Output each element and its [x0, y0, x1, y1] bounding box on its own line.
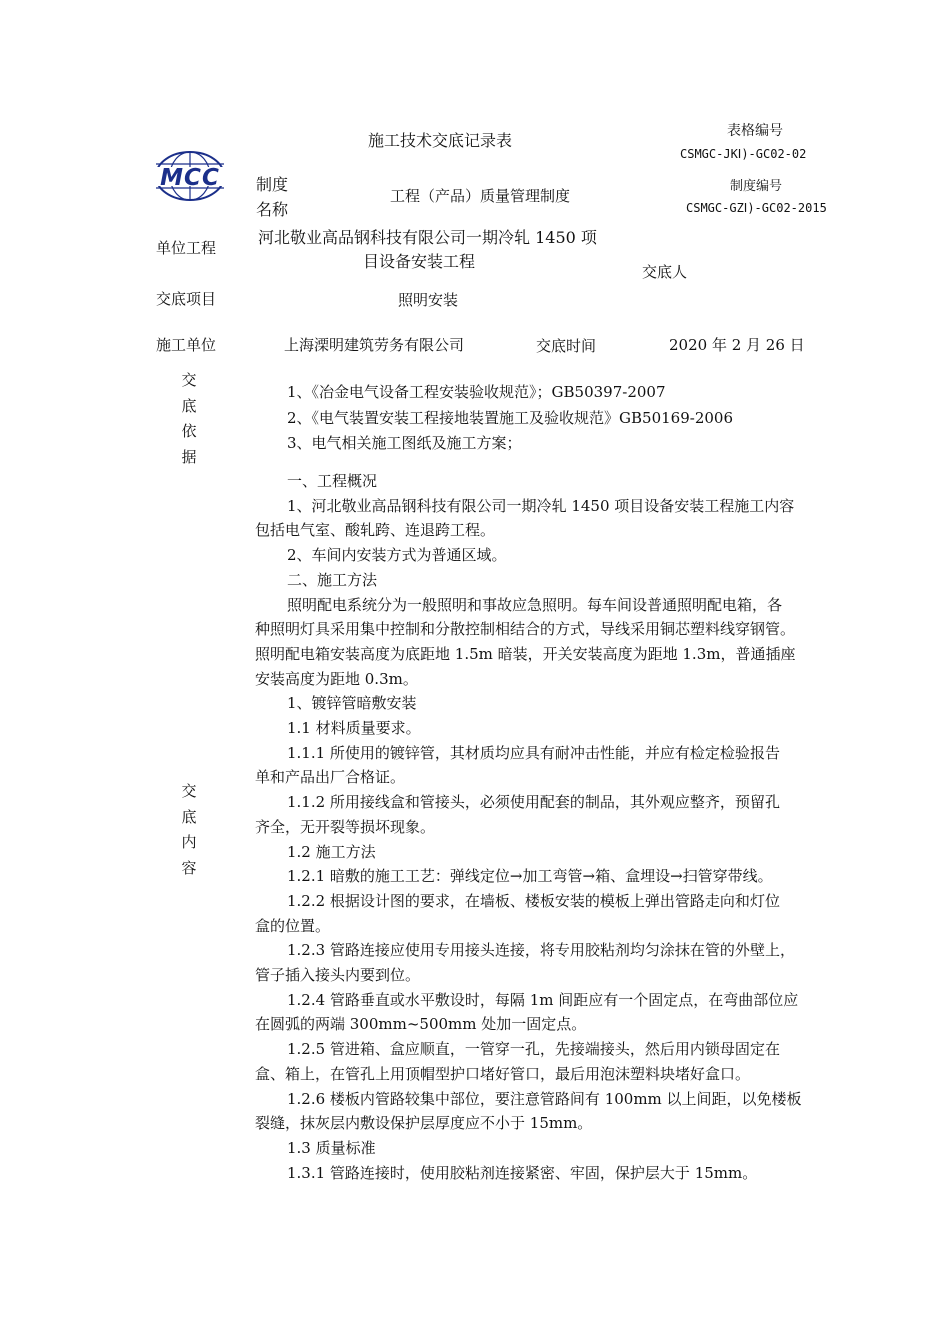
- system-no-label: 制度编号: [730, 179, 783, 194]
- content-line: 1、河北敬业高品钢科技有限公司一期冷轧 1450 项目设备安装工程施工内容: [287, 496, 795, 515]
- content-line: 在圆弧的两端 300mm~500mm 处加一固定点。: [255, 1015, 587, 1034]
- content-label-char: 交: [181, 782, 197, 800]
- content-label-char: 内: [181, 833, 197, 851]
- content-line: 包括电气室、酸轧跨、连退跨工程。: [255, 521, 496, 540]
- content-line: 盒、箱上，在管孔上用顶帽型护口堵好管口，最后用泡沫塑料块堵好盒口。: [255, 1064, 751, 1083]
- content-line: 1.1.2 所用接线盒和管接头，必须使用配套的制品，其外观应整齐，预留孔: [287, 793, 780, 812]
- content-line: 裂缝，抹灰层内敷设保护层厚度应不小于 15mm。: [255, 1114, 593, 1133]
- basis-item: 1、《冶金电气设备工程安装验收规范》；GB50397-2007: [287, 383, 666, 401]
- system-label-line1: 制度: [256, 175, 289, 194]
- presenter-label: 交底人: [642, 263, 688, 281]
- contractor-label: 施工单位: [156, 336, 217, 354]
- content-line: 管子插入接头内要到位。: [255, 966, 421, 985]
- content-line: 1.2.2 根据设计图的要求，在墙板、楼板安装的模板上弹出管路走向和灯位: [287, 891, 780, 910]
- unit-label: 单位工程: [156, 239, 217, 257]
- content-line: 2、车间内安装方式为普通区域。: [287, 546, 507, 565]
- contractor-value: 上海溧明建筑劳务有限公司: [284, 336, 465, 354]
- content-body: [255, 469, 845, 1185]
- basis-label-char: 交: [181, 371, 197, 389]
- content-line: 二、施工方法: [287, 570, 378, 589]
- svg-text:MCC: MCC: [160, 165, 220, 191]
- system-label-line2: 名称: [256, 200, 289, 219]
- basis-label-char: 底: [181, 396, 197, 415]
- content-line: 盒的位置。: [255, 916, 331, 935]
- basis-label: [179, 368, 199, 470]
- content-label-char: 容: [181, 858, 197, 877]
- basis-label-char: 据: [181, 447, 197, 466]
- content-line: 齐全，无开裂等损坏现象。: [255, 817, 436, 836]
- content-line: 1.2.1 暗敷的施工工艺：弹线定位→加工弯管→箱、盒埋设→扫管穿带线。: [287, 867, 773, 886]
- content-line: 1.2.6 楼板内管路较集中部位，要注意管路间有 100mm 以上间距，以免楼板: [287, 1089, 802, 1108]
- content-line: 安装高度为距地 0.3m。: [255, 669, 418, 688]
- unit-value-line2: 目设备安装工程: [363, 252, 476, 271]
- system-name: 工程（产品）质量管理制度: [390, 187, 571, 205]
- content-line: 1.1 材料质量要求。: [287, 719, 421, 738]
- basis-label-char: 依: [181, 422, 197, 440]
- unit-value-line1: 河北敬业高品钢科技有限公司一期冷轧 1450 项: [258, 228, 597, 247]
- content-line: 一、工程概况: [287, 472, 378, 490]
- system-no-value: CSMGC-GZⅠ)-GC02-2015: [686, 201, 827, 215]
- basis-item: 3、电气相关施工图纸及施工方案；: [287, 434, 522, 452]
- item-label: 交底项目: [156, 290, 217, 308]
- content-line: 照明配电系统分为一般照明和事故应急照明。每车间设普通照明配电箱，各: [287, 595, 783, 614]
- item-value: 照明安装: [398, 291, 459, 309]
- basis-list: [287, 380, 733, 457]
- basis-item: 2、《电气装置安装工程接地装置施工及验收规范》GB50169-2006: [287, 408, 734, 427]
- content-line: 1.3.1 管路连接时，使用胶粘剂连接紧密、牢固，保护层大于 15mm。: [287, 1163, 758, 1182]
- content-line: 1.2.3 管路连接应使用专用接头连接，将专用胶粘剂均匀涂抹在管的外壁上，: [287, 941, 795, 960]
- form-no-value: CSMGC-JKⅠ)-GC02-02: [680, 147, 807, 161]
- content-line: 1、镀锌管暗敷安装: [287, 694, 417, 713]
- content-line: 1.2.4 管路垂直或水平敷设时，每隔 1m 间距应有一个固定点，在弯曲部位应: [287, 990, 799, 1009]
- content-line: 照明配电箱安装高度为底距地 1.5m 暗装，开关安装高度为距地 1.3m，普通插座: [255, 644, 796, 663]
- time-label: 交底时间: [536, 337, 597, 355]
- content-line: 1.2.5 管进箱、盒应顺直，一管穿一孔，先接端接头，然后用内锁母固定在: [287, 1040, 780, 1059]
- content-line: 种照明灯具采用集中控制和分散控制相结合的方式，导线采用铜芯塑料线穿钢管。: [255, 620, 796, 639]
- time-value: 2020 年 2 月 26 日: [669, 336, 805, 354]
- content-line: 1.2 施工方法: [287, 842, 376, 861]
- page-title: 施工技术交底记录表: [368, 131, 513, 150]
- mcc-logo: [137, 150, 243, 202]
- form-no-label: 表格编号: [727, 123, 783, 139]
- content-line: 单和产品出厂合格证。: [255, 768, 406, 787]
- content-line: 1.3 质量标准: [287, 1138, 376, 1157]
- content-label: [179, 779, 199, 881]
- content-label-char: 底: [181, 807, 197, 826]
- content-line: 1.1.1 所使用的镀锌管，其材质均应具有耐冲击性能，并应有检定检验报告: [287, 743, 780, 762]
